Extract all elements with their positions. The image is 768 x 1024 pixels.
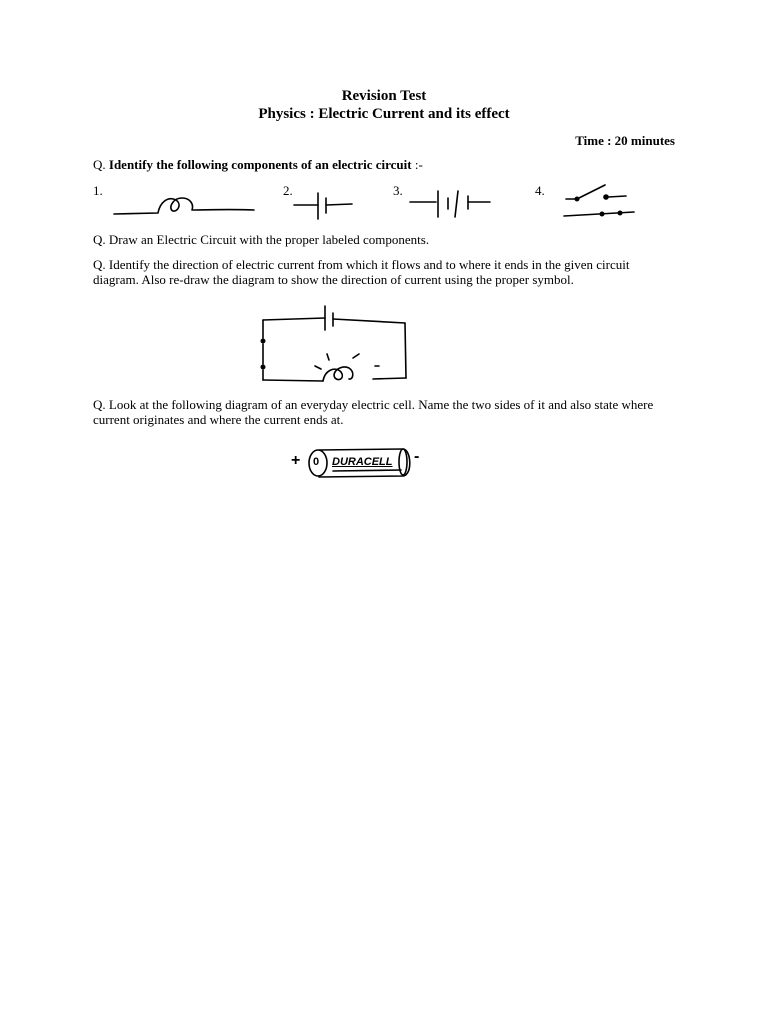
bulb-symbol-drawing	[110, 190, 260, 220]
question-3-line-2: diagram. Also re-draw the diagram to show the direction of current using the proper symbol.	[93, 272, 574, 287]
cell-cap-mark: 0	[313, 456, 320, 468]
cell-symbol-drawing	[290, 185, 360, 225]
cell-brand-label: DURACELL	[332, 456, 393, 468]
question-2: Q. Draw an Electric Circuit with the proper labeled components.	[93, 232, 430, 247]
question-1	[93, 157, 423, 173]
time-limit: Time : 20 minutes	[575, 133, 675, 148]
component-4-number: 4.	[535, 183, 545, 198]
switch-symbol-drawing	[560, 180, 640, 220]
question-4-line-1: Q. Look at the following diagram of an everyday electric cell. Name the two sides of it and also state where	[93, 397, 654, 412]
component-2-number: 2.	[283, 183, 293, 198]
battery-symbol-drawing	[408, 185, 498, 225]
component-1-number: 1.	[93, 183, 103, 198]
circuit-diagram	[255, 300, 415, 390]
component-3-number: 3.	[393, 183, 403, 198]
cell-negative-terminal: -	[414, 448, 420, 465]
cell-positive-terminal: +	[291, 452, 301, 469]
question-3-line-1: Q. Identify the direction of electric current from which it flows and to where it ends in the given circuit	[93, 257, 630, 272]
question-4-line-2: current originates and where the current ends at.	[93, 412, 344, 427]
page-subtitle: Physics : Electric Current and its effect	[258, 106, 510, 122]
page-title: Revision Test	[341, 88, 427, 104]
question-1-prefix: Q.	[93, 157, 106, 172]
question-1-text: Identify the following components of an electric circuit	[108, 157, 412, 172]
question-1-suffix: :-	[414, 157, 423, 172]
